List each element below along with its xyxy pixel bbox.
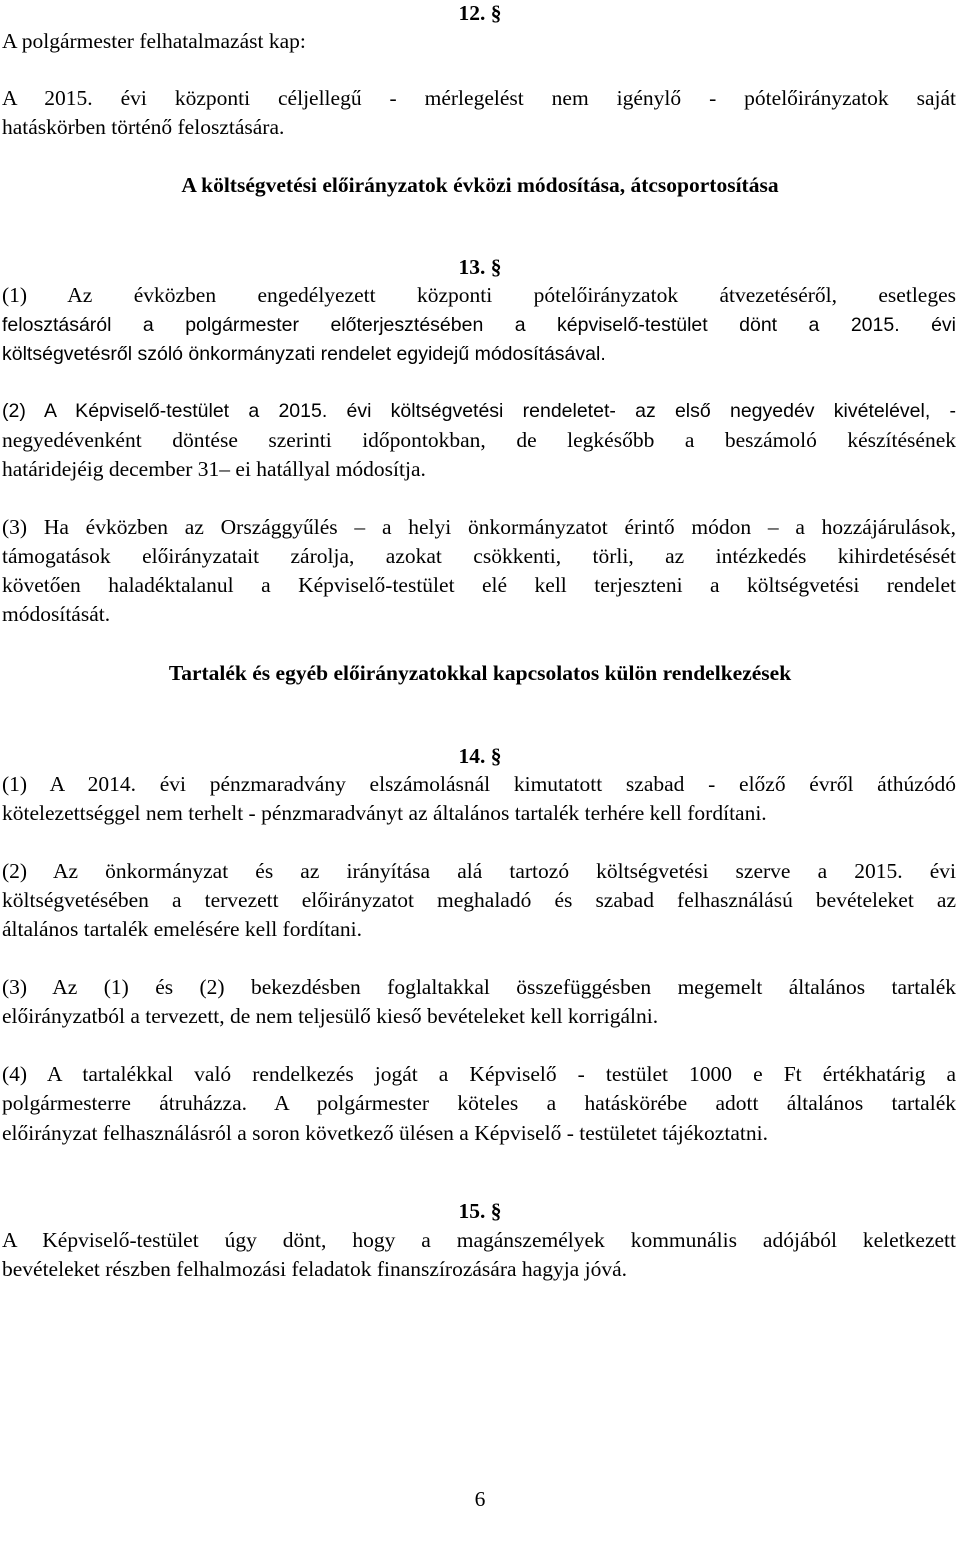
article-15-heading: 15. § (458, 1199, 502, 1223)
intro-line-2: hatáskörben történő felosztására. (2, 115, 285, 139)
art15-p1-line-2: bevételeket részben felhalmozási feladatok finanszírozására hagyja jóvá. (2, 1257, 627, 1281)
page-number: 6 (474, 1487, 486, 1511)
intro-label: A polgármester felhatalmazást kap: (2, 29, 306, 53)
section-sign-icon: § (490, 744, 502, 768)
art13-p2-line-2: negyedévenként döntése szerinti időpontokban, de legkésőbb a beszámoló készítésének (2, 428, 956, 452)
art13-p3-line-1: (3) Ha évközben az Országgyűlés – a helyi önkormányzatot érintő módon – a hozzájárulások, (2, 515, 956, 539)
section-sign-icon: § (490, 1199, 502, 1223)
art13-p1-line-1: (1) Az évközben engedélyezett központi pótelőirányzatok átvezetéséről, esetleges (2, 283, 956, 307)
article-14-heading: 14. § (458, 744, 502, 768)
art14-p2-line-3: általános tartalék emelésére kell fordítani. (2, 917, 362, 941)
art13-p2-line-3: határidejéig december 31– ei hatállyal módosítja. (2, 457, 426, 481)
section-sign-icon: § (490, 255, 502, 279)
art14-p4-line-1: (4) A tartalékkal való rendelkezés jogát a Képviselő - testület 1000 e Ft értékhatárig a (2, 1062, 956, 1086)
art14-p3-line-1: (3) Az (1) és (2) bekezdésben foglaltakkal összefüggésben megemelt általános tartalék (2, 975, 956, 999)
art13-p3-line-2: támogatások előirányzatait zárolja, azokat csökkenti, törli, az intézkedés kihirdetésését (2, 544, 956, 568)
art15-p1-line-1: A Képviselő-testület úgy dönt, hogy a magánszemélyek kommunális adójából keletkezett (2, 1228, 956, 1252)
art13-p1-line-3: költségvetésről szóló önkormányzati rendelet egyidejű módosításával. (2, 343, 606, 365)
art14-p3-line-2: előirányzatból a tervezett, de nem teljesülő kieső bevételeket kell korrigálni. (2, 1004, 659, 1028)
art13-p3-line-4: módosítását. (2, 602, 111, 626)
article-13-heading: 13. § (458, 255, 502, 279)
art13-p2-line-1: (2) A Képviselő-testület a 2015. évi költségvetési rendeletet- az első negyedév kivételével, - (2, 400, 956, 422)
art14-p2-line-1: (2) Az önkormányzat és az irányítása alá tartozó költségvetési szerve a 2015. évi (2, 859, 956, 883)
art14-p1-line-1: (1) A 2014. évi pénzmaradvány elszámolásnál kimutatott szabad - előző évről áthúzódó (2, 772, 956, 796)
section-sign-icon: § (490, 1, 502, 25)
art14-p2-line-2: költségvetésében a tervezett előirányzatot meghaladó és szabad felhasználású bevételeket az (2, 888, 956, 912)
art13-p1-line-2: felosztásáról a polgármester előterjesztésében a képviselő-testület dönt a 2015. évi (2, 314, 956, 336)
article-12-heading: 12. § (458, 1, 502, 25)
section-1-title: A költségvetési előirányzatok évközi módosítása, átcsoportosítása (181, 173, 779, 197)
art13-p3-line-3: követően haladéktalanul a Képviselő-testület elé kell terjeszteni a költségvetési rendelet (2, 573, 956, 597)
art14-p4-line-3: előirányzat felhasználásról a soron következő ülésen a Képviselő - testületet tájékoztatni. (2, 1121, 768, 1145)
art14-p1-line-2: kötelezettséggel nem terhelt - pénzmaradványt az általános tartalék terhére kell fordítani. (2, 801, 767, 825)
section-2-title: Tartalék és egyéb előirányzatokkal kapcsolatos külön rendelkezések (168, 661, 792, 685)
intro-line-1: A 2015. évi központi céljellegű - mérlegelést nem igénylő - pótelőirányzatok saját (2, 86, 956, 110)
art14-p4-line-2: polgármesterre átruházza. A polgármester köteles a hatáskörébe adott általános tartalék (2, 1091, 956, 1115)
